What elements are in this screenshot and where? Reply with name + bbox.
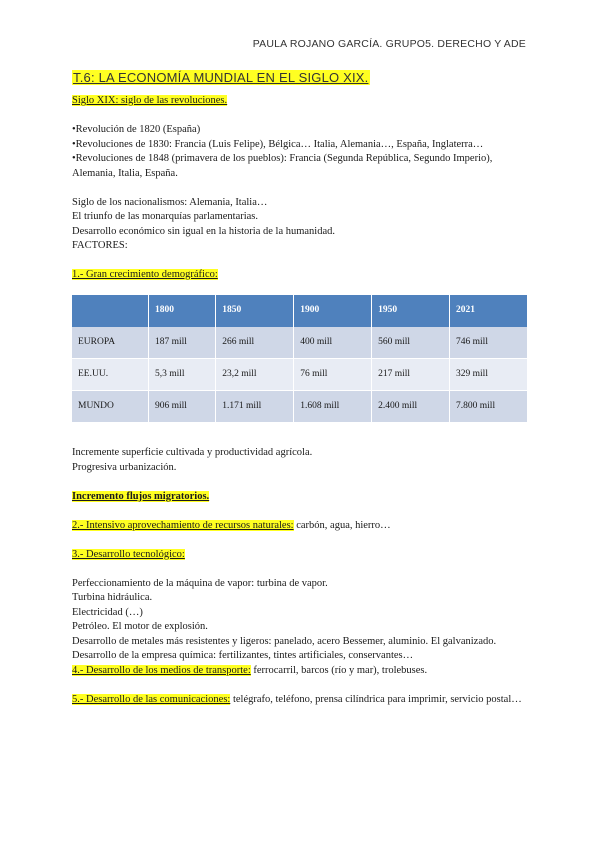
factor3-heading: 3.- Desarrollo tecnológico:	[72, 548, 185, 560]
table-header-cell	[72, 295, 149, 327]
line-steam: Perfeccionamiento de la máquina de vapor: turbina de vapor.	[72, 577, 328, 589]
factor1-heading: 1.- Gran crecimiento demográfico:	[72, 269, 218, 280]
factor4-heading: 4.- Desarrollo de los medios de transporte:	[72, 664, 251, 676]
line-nationalisms: Siglo de los nacionalismos: Alemania, Italia…	[72, 196, 268, 208]
line-factors: FACTORES:	[72, 240, 128, 251]
factor4-text: ferrocarril, barcos (río y mar), trolebuses.	[250, 664, 428, 676]
line-economic-development: Desarrollo económico sin igual en la historia de la humanidad.	[72, 225, 336, 237]
table-cell: 217 mill	[372, 358, 450, 390]
factor5-text: telégrafo, teléfono, prensa cilíndrica para imprimir, servicio postal…	[230, 693, 522, 705]
table-row-label: EUROPA	[72, 327, 149, 359]
table-header-cell: 1850	[216, 295, 294, 327]
population-table	[72, 295, 528, 423]
table-cell: 266 mill	[216, 327, 294, 359]
table-header-row	[72, 295, 528, 327]
table-cell: 400 mill	[294, 327, 372, 359]
bullet-1820: •Revolución de 1820 (España)	[72, 124, 201, 135]
table-header-cell: 1900	[294, 295, 372, 327]
table-cell: 329 mill	[450, 358, 528, 390]
factor2-line	[72, 519, 532, 534]
table-header-cell: 1800	[149, 295, 216, 327]
table-cell: 746 mill	[450, 327, 528, 359]
table-row-label: EE.UU.	[72, 358, 149, 390]
page-header-author: PAULA ROJANO GARCÍA. GRUPO5. DERECHO Y ADE	[252, 38, 526, 50]
factor5-line	[72, 693, 532, 708]
factor4-line	[72, 664, 532, 679]
table-cell: 906 mill	[149, 390, 216, 422]
table-row	[72, 390, 528, 422]
table-row-label: MUNDO	[72, 390, 149, 422]
table-cell: 7.800 mill	[450, 390, 528, 422]
bullet-1830: •Revoluciones de 1830: Francia (Luis Felipe), Bélgica… Italia, Alemania…, España, Inglaterra…	[72, 138, 484, 150]
table-header-cell: 2021	[450, 295, 528, 327]
table-cell: 76 mill	[294, 358, 372, 390]
table-row	[72, 358, 528, 390]
line-agriculture: Incremente superficie cultivada y productividad agrícola.	[72, 447, 313, 458]
line-chemistry: Desarrollo de la empresa química: fertilizantes, tintes artificiales, conservantes…	[72, 650, 414, 661]
document-body	[72, 94, 532, 707]
factor2-heading: 2.- Intensivo aprovechamiento de recursos naturales:	[72, 519, 294, 531]
table-cell: 1.171 mill	[216, 390, 294, 422]
line-electricity: Electricidad (…)	[72, 606, 143, 618]
table-cell: 2.400 mill	[372, 390, 450, 422]
line-monarchies: El triunfo de las monarquías parlamentarias.	[72, 211, 259, 222]
table-cell: 1.608 mill	[294, 390, 372, 422]
section-heading-revolutions: Siglo XIX: siglo de las revoluciones.	[72, 95, 228, 106]
line-metals: Desarrollo de metales más resistentes y ligeros: panelado, acero Bessemer, aluminio. El galvanizado.	[72, 635, 497, 647]
line-urbanization: Progresiva urbanización.	[72, 461, 177, 473]
factor5-heading: 5.- Desarrollo de las comunicaciones:	[72, 693, 231, 705]
table-cell: 5,3 mill	[149, 358, 216, 390]
document-title: T.6: LA ECONOMÍA MUNDIAL EN EL SIGLO XIX.	[73, 70, 369, 85]
line-hydraulic: Turbina hidráulica.	[72, 592, 153, 603]
line-petroleum: Petróleo. El motor de explosión.	[72, 621, 208, 632]
table-row	[72, 327, 528, 359]
table-header-cell: 1950	[372, 295, 450, 327]
table-cell: 187 mill	[149, 327, 216, 359]
table-cell: 560 mill	[372, 327, 450, 359]
table-cell: 23,2 mill	[216, 358, 294, 390]
migration-heading: Incremento flujos migratorios.	[72, 490, 210, 502]
factor2-text: carbón, agua, hierro…	[293, 519, 391, 531]
bullet-1848: •Revoluciones de 1848 (primavera de los pueblos): Francia (Segunda República, Segundo Imperio), Alemania, Italia, España.	[72, 153, 493, 179]
